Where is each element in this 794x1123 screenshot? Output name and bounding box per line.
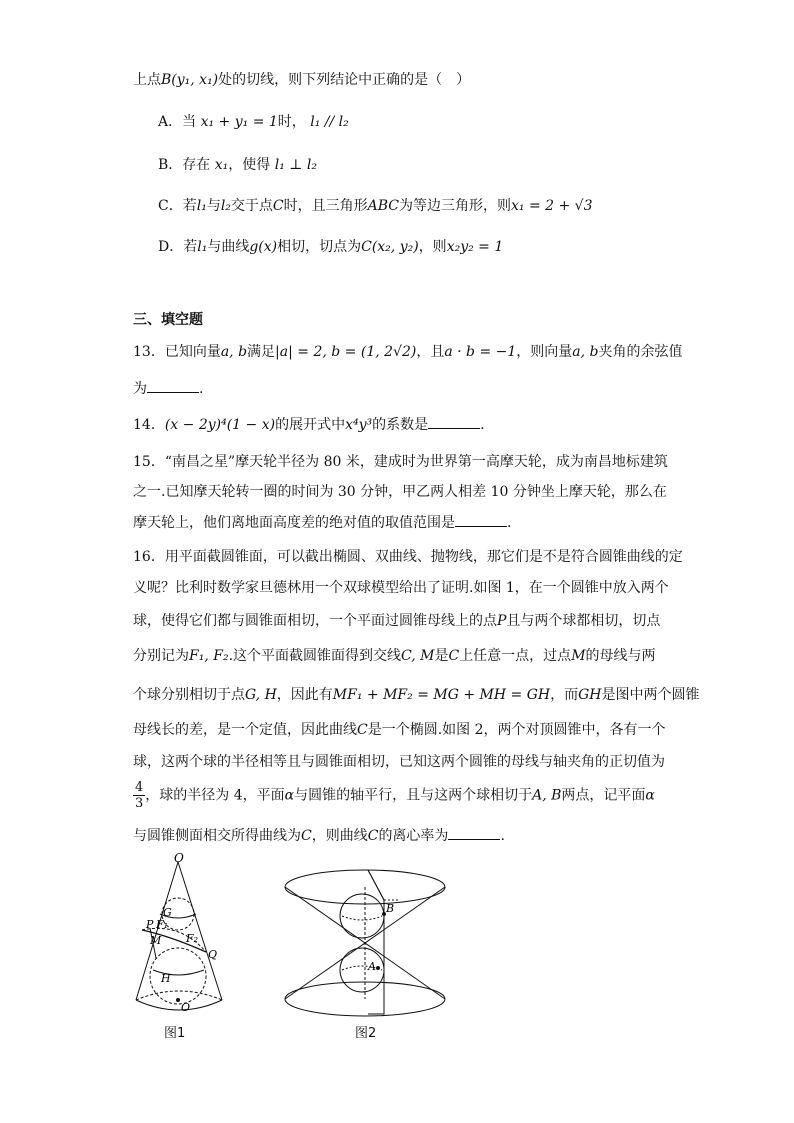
question-16-line-9: 与圆锥侧面相交所得曲线为C，则曲线C的离心率为 . [133,828,505,844]
section-title: 三、填空题 [133,312,203,328]
question-16-line-8: $\frac{4}{3}$ ，球的半径为 4，平面α与圆锥的轴平行，且与这两个球相切于A, B两点，记平面α [135,780,655,811]
question-16-line-1: 16．用平面截圆锥面，可以截出椭圆、双曲线、抛物线，那它们是不是符合圆锥曲线的定 [133,549,683,565]
question-16-line-3: 球，使得它们都与圆锥面相切，一个平面过圆锥母线上的点P且与两个球都相切，切点 [133,613,661,629]
answer-blank-13 [147,380,199,393]
label-F1: F₁ [156,918,169,931]
label-H: H [161,972,171,985]
question-16-line-2: 义呢？比利时数学家旦德林用一个双球模型给出了证明.如图 1，在一个圆锥中放入两个 [133,580,669,596]
question-16-line-5: 个球分别相切于点G, H，因此有MF₁ + MF₂ = MG + MH = GH，而GH是图中两个圆锥 [133,687,700,703]
question-14: 14．(x − 2y)⁴(1 − x)的展开式中x⁴y³的系数是 . [133,417,485,433]
label-B: B [386,902,395,915]
label-A: A [368,960,376,973]
question-16-line-6: 母线长的差，是一个定值，因此曲线C是一个椭圆.如图 2，两个对顶圆锥中，各有一个 [133,722,666,738]
question-15-line-2: 之一.已知摩天轮转一圈的时间为 30 分钟，甲乙两人相差 10 分钟坐上摩天轮，那么在 [133,484,667,500]
prev-question-line: 上点B(y₁, x₁)处的切线，则下列结论中正确的是（ ） [133,72,471,88]
question-15-line-3: 摩天轮上，他们离地面高度差的绝对值的取值范围是 . [133,515,512,531]
option-a: A．当 x₁ + y₁ = 1时， l₁ // l₂ [158,114,349,130]
question-13-line-2: 为 . [133,381,204,397]
question-15-line-1: 15．“南昌之星”摩天轮半径为 80 米，建成时为世界第一高摩天轮，成为南昌地标建筑 [133,454,668,470]
option-c: C．若l₁与l₂交于点C时，且三角形ABC为等边三角形，则x₁ = 2 + √3 [158,198,593,214]
label-G: G [163,906,172,919]
answer-blank-16 [448,827,500,840]
fraction-four-thirds: $\frac{4}{3}$ [135,780,144,811]
question-16-line-4: 分别记为F₁, F₂.这个平面截圆锥面得到交线C, M是C上任意一点，过点M的母线与两 [133,648,656,664]
label-F2: F₂ [186,932,199,945]
label-M: M [150,934,162,947]
option-b: B．存在 x₁，使得 l₁ ⊥ l₂ [158,157,317,173]
label-O-bottom: O [181,1001,191,1014]
answer-blank-15 [455,514,507,527]
figure-2-caption: 图2 [355,1026,377,1041]
figure-2-double-cone-diagram [280,864,460,1022]
question-13-line-1: 13．已知向量a, b满足|a| = 2, b = (1, 2√2)，且a · b = −1，则向量a, b夹角的余弦值 [133,344,683,360]
option-d: D．若l₁与曲线g(x)相切，切点为C(x₂, y₂)，则x₂y₂ = 1 [158,239,504,255]
answer-blank-14 [428,416,480,429]
figure-1-caption: 图1 [164,1026,186,1041]
label-O-top: O [174,851,184,865]
question-16-line-7: 球，这两个球的半径相等且与圆锥面相切，已知这两个圆锥的母线与轴夹角的正切值为 [133,754,665,770]
label-Q: Q [208,948,218,961]
figure-1-cone-diagram [120,848,230,1018]
label-P: P [146,918,154,931]
